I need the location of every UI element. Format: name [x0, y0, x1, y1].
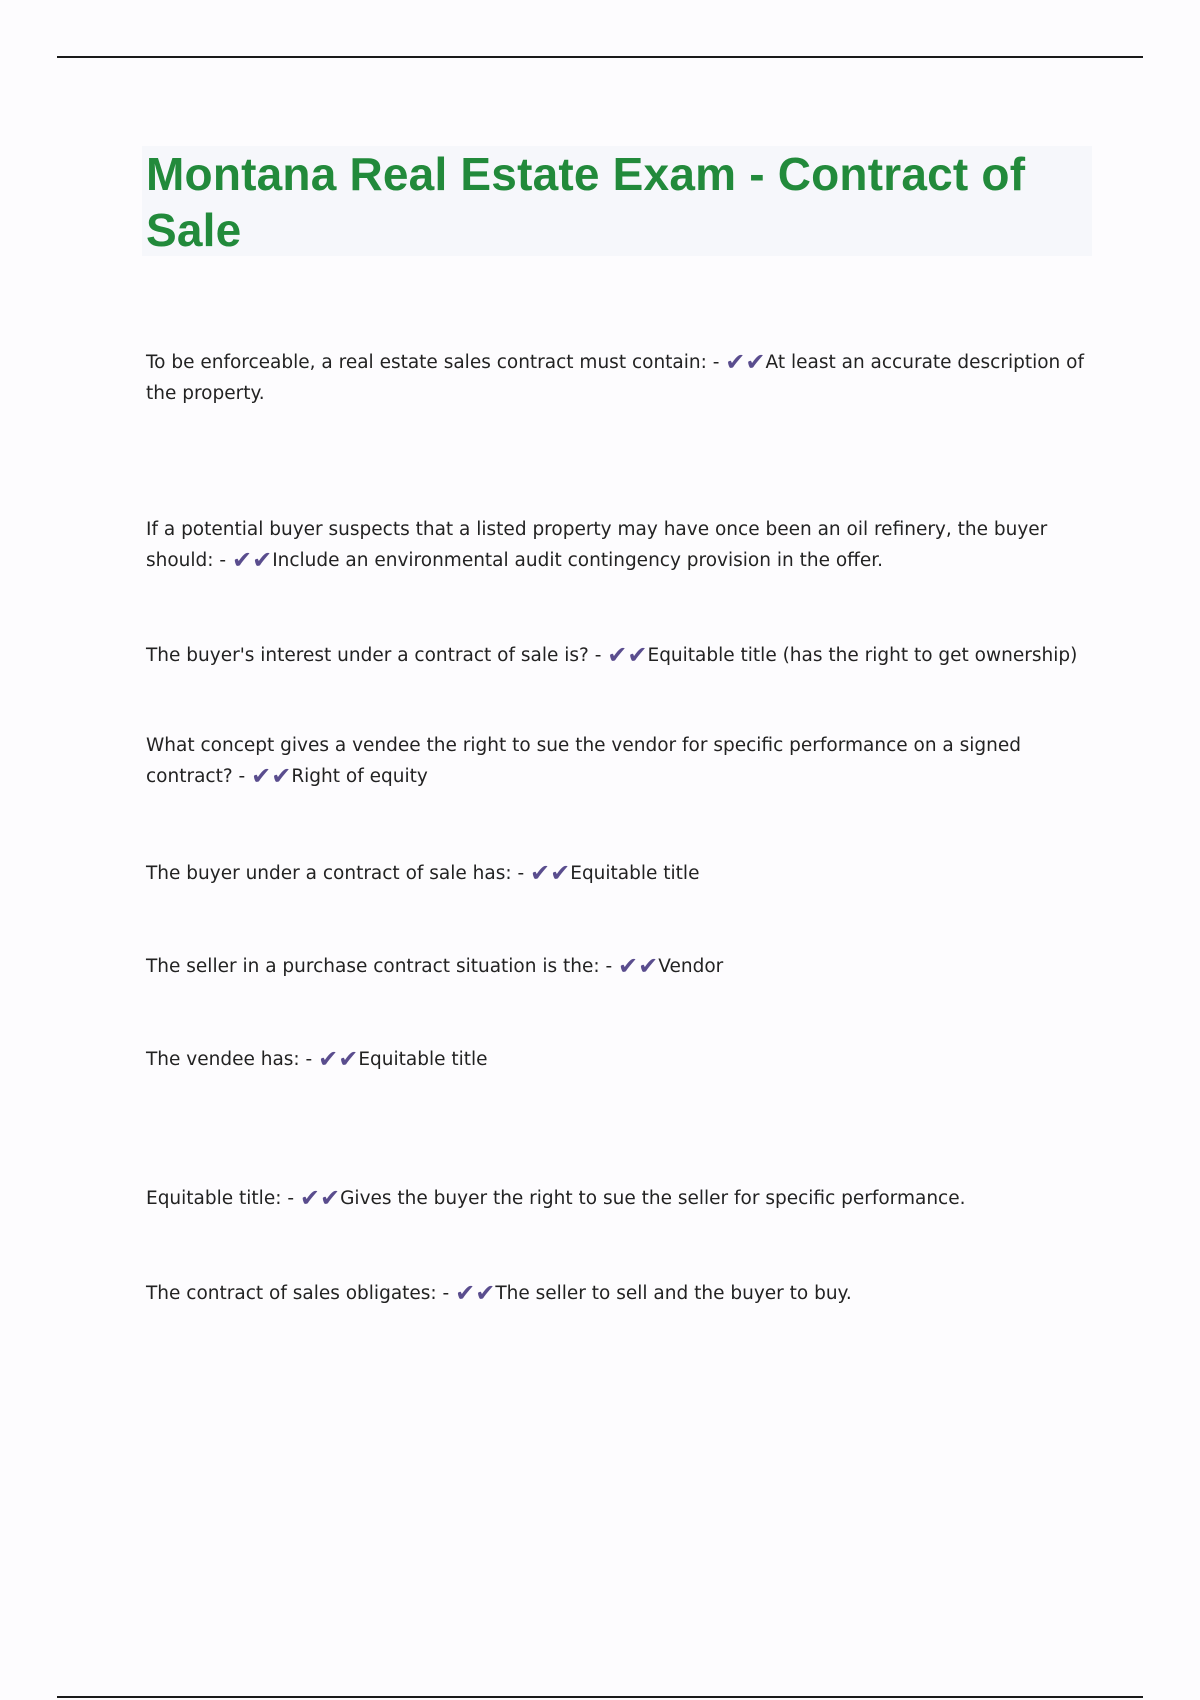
question-text: The buyer's interest under a contract of sale is?	[146, 645, 589, 666]
check-mark-icon: ✔✔	[607, 641, 648, 669]
separator: -	[299, 1049, 319, 1070]
question-text: If a potential buyer suspects that a listed property may have once been an oil refinery, the buyer should:	[146, 519, 1048, 571]
check-mark-icon: ✔✔	[618, 952, 659, 980]
answer-text: Equitable title	[570, 863, 700, 884]
qa-item-4	[146, 730, 1096, 792]
question-text: To be enforceable, a real estate sales contract must contain:	[146, 352, 707, 373]
separator: -	[511, 863, 531, 884]
qa-item-7	[146, 1044, 1096, 1075]
qa-item-1	[146, 347, 1096, 409]
check-mark-icon: ✔✔	[318, 1045, 359, 1073]
question-text: The vendee has:	[146, 1049, 300, 1070]
separator: -	[232, 766, 252, 787]
separator: -	[588, 645, 608, 666]
answer-text: Vendor	[658, 956, 724, 977]
answer-text: Right of equity	[291, 766, 428, 787]
separator: -	[213, 550, 232, 571]
question-text: The contract of sales obligates:	[146, 1283, 437, 1304]
question-text: The seller in a purchase contract situation is the:	[146, 956, 600, 977]
answer-text: The seller to sell and the buyer to buy.	[495, 1283, 852, 1304]
question-text: Equitable title:	[146, 1188, 282, 1209]
check-mark-icon: ✔✔	[455, 1279, 496, 1307]
check-mark-icon: ✔✔	[530, 859, 571, 887]
qa-item-9	[146, 1278, 1096, 1309]
separator: -	[436, 1283, 456, 1304]
separator: -	[599, 956, 619, 977]
qa-item-5	[146, 858, 1096, 889]
separator: -	[281, 1188, 300, 1209]
check-mark-icon: ✔✔	[725, 348, 766, 376]
bottom-rule	[57, 1696, 1143, 1698]
answer-text: Include an environmental audit contingency provision in the offer.	[272, 550, 884, 571]
check-mark-icon: ✔✔	[251, 762, 292, 790]
question-text: What concept gives a vendee the right to sue the vendor for specific performance on a signed contract?	[146, 735, 1022, 787]
separator: -	[706, 352, 726, 373]
question-text: The buyer under a contract of sale has:	[146, 863, 512, 884]
answer-text: Equitable title	[358, 1049, 488, 1070]
top-rule	[57, 56, 1143, 58]
check-mark-icon: ✔✔	[231, 546, 273, 574]
qa-item-3	[146, 640, 1096, 671]
qa-item-6	[146, 951, 1096, 982]
answer-text: At least an accurate description of the property.	[146, 352, 1084, 404]
qa-item-8	[146, 1183, 1096, 1214]
document-title: Montana Real Estate Exam - Contract of Sale	[146, 148, 1026, 256]
answer-text: Equitable title (has the right to get ownership)	[647, 645, 1078, 666]
check-mark-icon: ✔✔	[299, 1184, 341, 1212]
answer-text: Gives the buyer the right to sue the seller for specific performance.	[340, 1188, 966, 1209]
qa-item-2	[146, 514, 1096, 576]
